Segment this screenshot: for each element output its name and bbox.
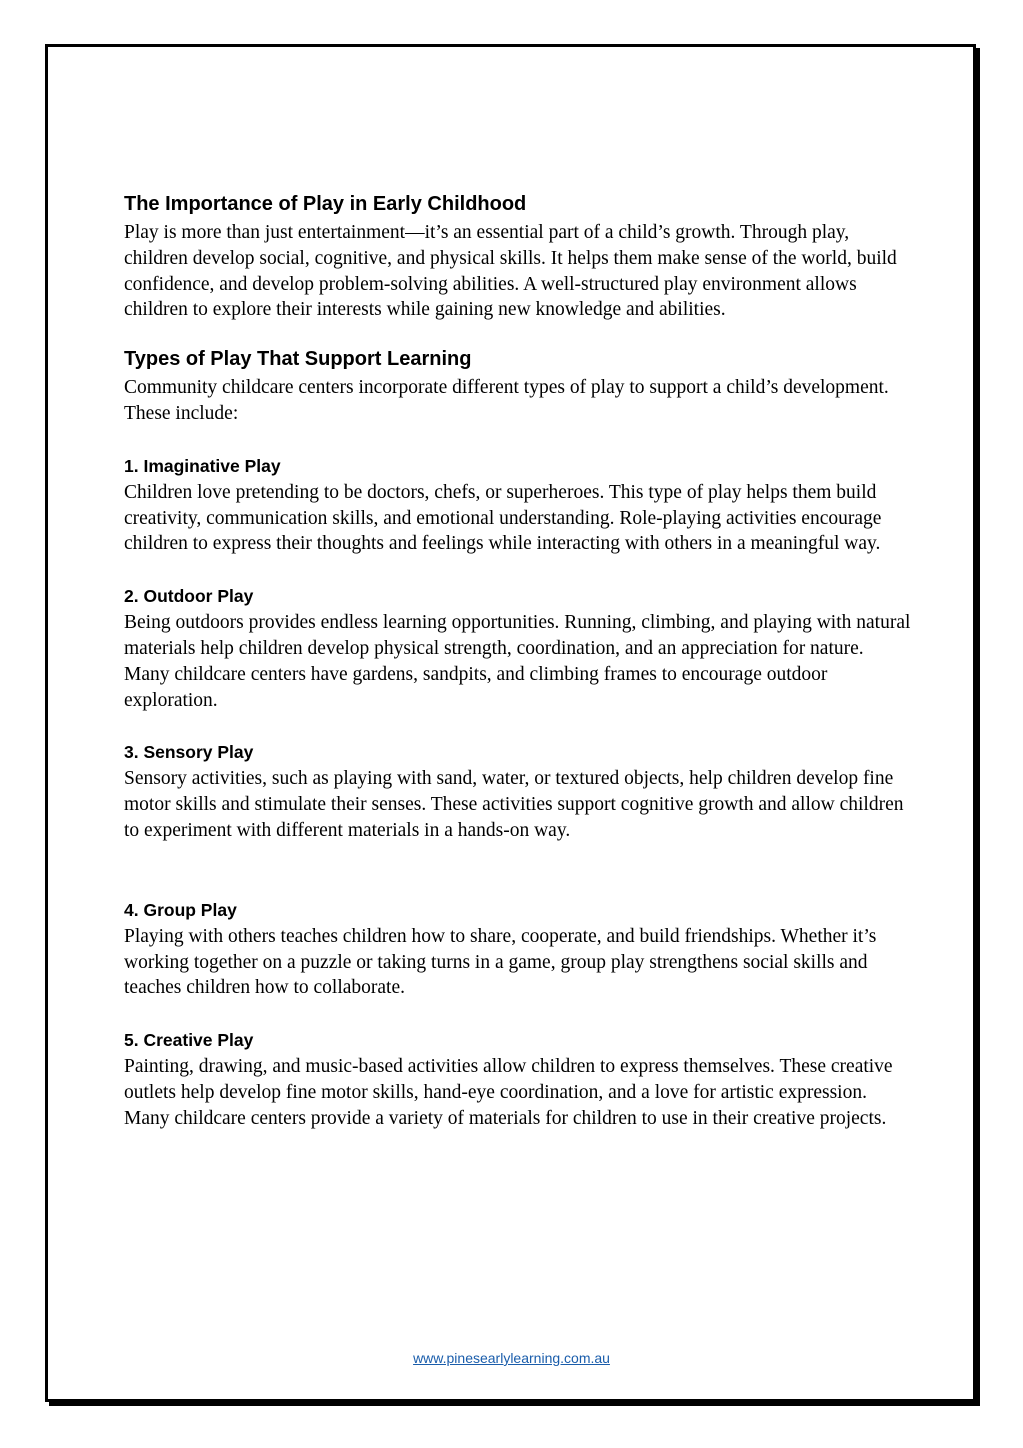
- section-heading-imaginative: 1. Imaginative Play: [124, 455, 281, 476]
- section-paragraph-group: Playing with others teaches children how to share, cooperate, and build friendships. Whether it’s working together on a puzzle or taking turns in a game, group play strengthens social skills and teaches children how to collaborate.: [124, 925, 877, 999]
- document-body: [124, 188, 914, 1132]
- intro-heading: The Importance of Play in Early Childhood: [124, 193, 527, 215]
- types-heading: Types of Play That Support Learning: [124, 348, 472, 371]
- section-paragraph-sensory: Sensory activities, such as playing with sand, water, or textured objects, help children develop fine motor skills and stimulate their senses. These activities support cognitive growth and allow children to experiment with different materials in a hands-on way.: [124, 768, 904, 841]
- section-paragraph-outdoor: Being outdoors provides endless learning opportunities. Running, climbing, and playing with natural materials help children develop physical strength, coordination, and an appreciation for nature. Many childcare centers have gardens, sandpits, and climbing frames to encourage outdoor exploration.: [124, 612, 911, 711]
- section-heading-group: 4. Group Play: [124, 899, 237, 920]
- section-heading-sensory: 3. Sensory Play: [124, 742, 254, 763]
- types-paragraph: Community childcare centers incorporate different types of play to support a child’s development. These include:: [124, 377, 889, 424]
- section-paragraph-imaginative: Children love pretending to be doctors, chefs, or superheroes. This type of play helps them build creativity, communication skills, and emotional understanding. Role-playing activities encourage children to express their thoughts and feelings while interacting with others in a meaningful way.: [124, 481, 882, 555]
- section-heading-outdoor: 2. Outdoor Play: [124, 586, 254, 607]
- footer-website-link[interactable]: www.pinesearlylearning.com.au: [413, 1350, 610, 1366]
- intro-paragraph: Play is more than just entertainment—it’s an essential part of a child’s growth. Through play, children develop social, cognitive, and physical skills. It helps them make sense of the world, build confidence, and develop problem-solving abilities. A well-structured play environment allows children to explore their interests while gaining new knowledge and abilities.: [124, 222, 897, 321]
- section-paragraph-creative: Painting, drawing, and music-based activities allow children to express themselves. These creative outlets help develop fine motor skills, hand-eye coordination, and a love for artistic expression. Many childcare centers provide a variety of materials for children to use in their creative projects.: [124, 1056, 893, 1129]
- section-heading-creative: 5. Creative Play: [124, 1030, 254, 1051]
